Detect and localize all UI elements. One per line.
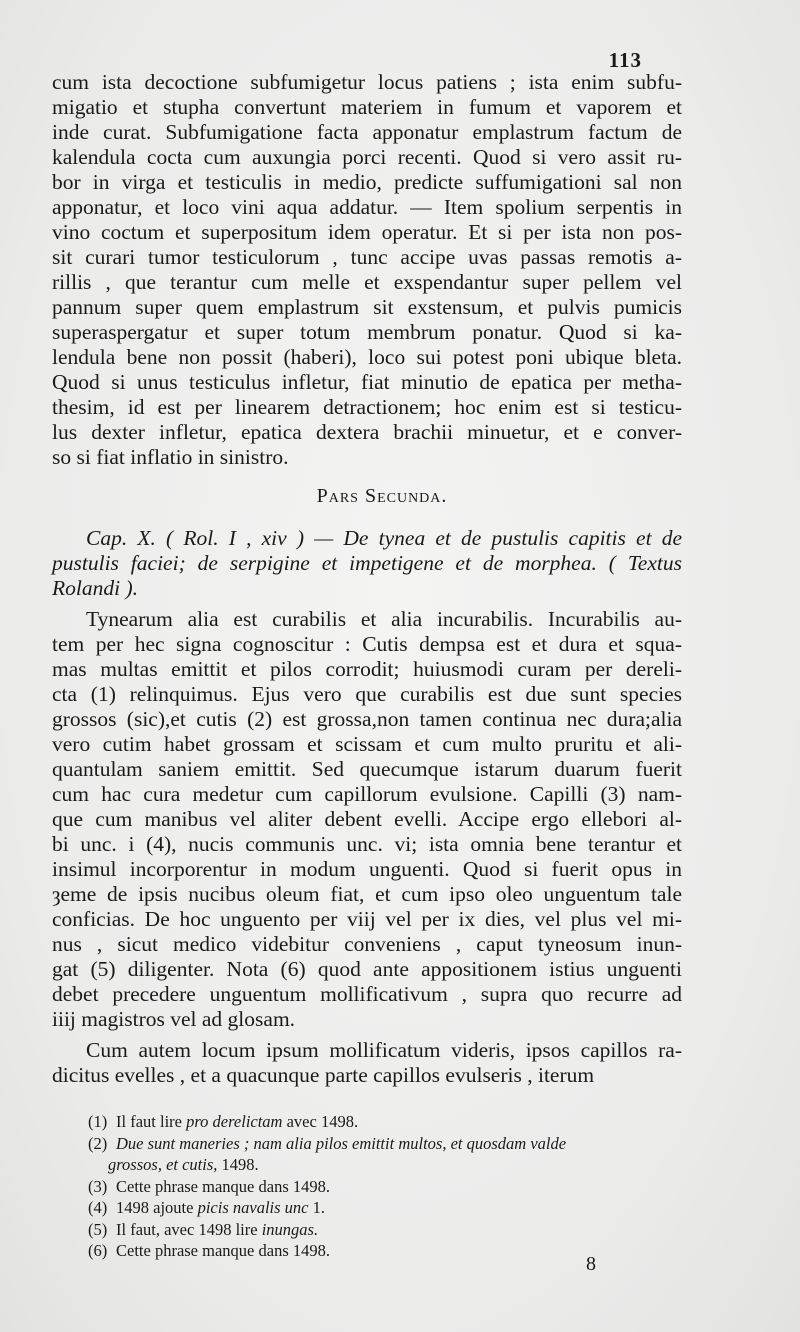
footnote-text: Cette phrase manque dans 1498. [116, 1176, 330, 1196]
text-line: vino coctum et superpositum idem operatur. Et si per ista non pos- [52, 220, 682, 244]
footnote [88, 1133, 700, 1155]
text-line: cta (1) relinquimus. Ejus vero que curabilis est due sunt species [52, 682, 682, 706]
text-line: sit curari tumor testiculorum , tunc accipe uvas passas remotis a- [52, 245, 682, 269]
text-line: so si fiat inflatio in sinistro. [52, 445, 289, 469]
text-line: pannum super quem emplastrum sit exstensum, et pulvis pumicis [52, 295, 682, 319]
paragraph-2 [52, 607, 682, 1032]
signature-mark: 8 [586, 1253, 596, 1275]
main-text [52, 70, 682, 1088]
text-line: nus , sicut medico videbitur conveniens , caput tyneosum inun- [52, 932, 682, 956]
text-line: iiij magistros vel ad glosam. [52, 1007, 296, 1031]
footnote-text: Il faut, avec 1498 lire [116, 1219, 262, 1239]
text-line: inde curat. Subfumigatione facta apponatur emplastrum factum de [52, 120, 682, 144]
text-line: rillis , que terantur cum melle et exspendantur super pellem vel [52, 270, 682, 294]
text-line: vero cutim habet grossam et scissam et cum multo pruritu et ali- [52, 732, 682, 756]
footnote-number: (4) [88, 1198, 108, 1217]
text-line: bor in virga et testiculis in medio, predicte suffumigationi sal non [52, 170, 682, 194]
text-line: Cap. X. ( Rol. I , xiv ) — De tynea et de pustulis capitis et de [86, 526, 682, 550]
footnote-text: 1498 ajoute [116, 1198, 198, 1217]
paragraph-3 [52, 1038, 682, 1088]
footnote-italic: pro derelictam [186, 1112, 283, 1131]
footnote-text: Cette phrase manque dans 1498. [116, 1241, 330, 1260]
footnote-text: Il faut lire [116, 1112, 187, 1131]
text-line: ȝeme de ipsis nucibus oleum fiat, et cum ipso oleo unguentum tale [52, 882, 682, 906]
page-number: 113 [608, 48, 642, 72]
footnote-after: 1. [308, 1198, 325, 1217]
footnote-number: (3) [88, 1176, 108, 1196]
footnote-italic: inungas. [261, 1219, 319, 1239]
text-line: quantulam saniem emittit. Sed quecumque istarum duarum fuerit [52, 757, 682, 781]
footnote-number: (2) [88, 1133, 108, 1153]
text-line: Rolandi ). [52, 576, 138, 600]
footnote [88, 1176, 700, 1198]
text-line: dicitus evelles , et a quacunque parte capillos evulseris , iterum [52, 1063, 595, 1087]
footnote [80, 1154, 700, 1176]
footnote-number: (1) [88, 1112, 108, 1131]
text-line: debet precedere unguentum mollificativum , supra quo recurre ad [52, 982, 682, 1006]
text-line: conficias. De hoc unguento per viij vel per ix dies, vel plus vel mi- [52, 907, 682, 931]
text-line: gat (5) diligenter. Nota (6) quod ante appositionem istius unguenti [52, 957, 682, 981]
text-line: mas multas emittit et pilos corrodit; huiusmodi curam per dereli- [52, 657, 682, 681]
footnotes [88, 1111, 700, 1262]
text-line: cum ista decoctione subfumigetur locus patiens ; ista enim subfu- [52, 70, 682, 94]
text-line: thesim, id est per linearem detractionem; hoc enim est si testicu- [52, 395, 682, 419]
text-line: superaspergatur et super totum membrum ponatur. Quod si ka- [52, 320, 682, 344]
footnote-italic: picis navalis unc [197, 1198, 309, 1217]
text-line: bi unc. i (4), nucis communis unc. vi; ista omnia bene terantur et [52, 832, 682, 856]
footnote-italic: grossos, et cutis, [108, 1155, 218, 1174]
text-line: lus dexter infletur, epatica dextera brachii minuetur, et e conver- [52, 420, 682, 444]
chapter-title [52, 526, 682, 601]
footnote [88, 1111, 700, 1133]
text-line: Quod si unus testiculus infletur, fiat minutio de epatica per metha- [52, 370, 682, 394]
text-line: grossos (sic),et cutis (2) est grossa,non tamen continua nec dura;alia [52, 707, 682, 731]
section-heading: Pars Secunda. [316, 485, 448, 507]
footnote [88, 1240, 700, 1262]
footnote-italic: Due sunt maneries ; nam alia pilos emittit multos, et quosdam valde [116, 1133, 567, 1153]
text-line: cum hac cura medetur cum capillorum evulsione. Capilli (3) nam- [52, 782, 682, 806]
footnote [88, 1197, 700, 1219]
text-line: apponatur, et loco vini aqua addatur. — Item spolium serpentis in [52, 195, 682, 219]
text-line: insimul incorporentur in modum unguenti. Quod si fuerit opus in [52, 857, 682, 881]
text-line: lendula bene non possit (haberi), loco sui potest poni ubique bleta. [52, 345, 682, 369]
paragraph-1 [52, 70, 682, 470]
text-line: migatio et stupha convertunt materiem in fumum et vaporem et [52, 95, 682, 119]
text-line: Tynearum alia est curabilis et alia incurabilis. Incurabilis au- [86, 607, 682, 631]
text-line: tem per hec signa cognoscitur : Cutis dempsa est et dura et squa- [52, 632, 682, 656]
text-line: Cum autem locum ipsum mollificatum videris, ipsos capillos ra- [86, 1038, 682, 1062]
footnote-number: (5) [88, 1219, 108, 1239]
text-line: que cum manibus vel aliter debent evelli. Accipe ergo ellebori al- [52, 807, 682, 831]
text-line: pustulis faciei; de serpigine et impetigene et de morphea. ( Textus [52, 551, 682, 575]
text-line: kalendula cocta cum auxungia porci recenti. Quod si vero assit ru- [52, 145, 682, 169]
footnote-after: avec 1498. [282, 1112, 359, 1131]
footnote-after: 1498. [217, 1155, 259, 1174]
footnote-number: (6) [88, 1241, 108, 1260]
footnote [88, 1219, 700, 1241]
